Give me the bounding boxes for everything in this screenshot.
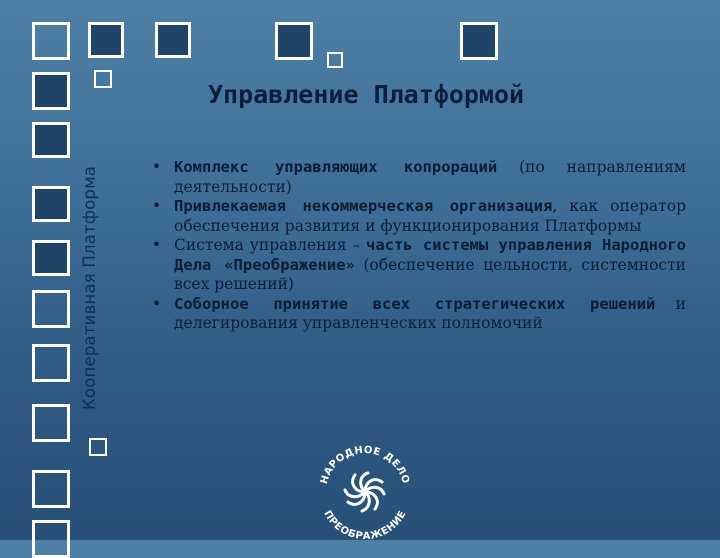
decor-square — [32, 520, 70, 558]
bullet-text: (по направлениям деятельности) — [174, 158, 686, 196]
bullet-mark: • — [152, 197, 162, 215]
decor-square — [275, 22, 313, 60]
bullet-item — [150, 295, 686, 334]
bullet-text-bold: Комплекс управляющих копроpаций — [174, 158, 498, 176]
bullet-item — [150, 236, 686, 295]
vertical-title: Кооперативная Платформа — [80, 165, 99, 410]
bullet-text: (обеспечение цельности, системности всех решений) — [174, 255, 687, 293]
bullet-list — [150, 158, 686, 334]
decor-square — [32, 122, 70, 158]
bullet-mark: • — [152, 158, 162, 176]
decor-square — [32, 470, 70, 508]
decor-square — [32, 240, 70, 276]
bullet-text-bold: Соборное принятие всех стратегических решений — [174, 294, 656, 313]
decor-square — [32, 72, 70, 110]
bullet-text-bold: часть системы управления Народного Дела «Преображение» — [174, 236, 686, 274]
bullet-text: Система управления – — [174, 236, 366, 254]
bullet-mark: • — [152, 294, 162, 313]
bullet-item — [150, 197, 686, 236]
decor-square — [32, 344, 70, 382]
logo-bottom-text: ПРЕОБРАЖЕНИЕ — [321, 508, 409, 540]
decor-square — [32, 290, 70, 328]
bullet-text-bold: Привлекаемая некоммерческая организация — [174, 197, 553, 215]
decor-square — [88, 22, 124, 58]
bullet-item — [150, 158, 686, 197]
svg-text:ПРЕОБРАЖЕНИЕ — [321, 509, 408, 540]
bullet-text: , как оператор обеспечения развития и функционирования Платформы — [174, 197, 686, 235]
bullet-mark: • — [152, 236, 162, 254]
decor-square — [32, 186, 70, 222]
narodnoe-delo-logo — [312, 440, 418, 540]
decor-square — [32, 404, 70, 442]
logo-top-text: НАРОДНОЕ ДЕЛО — [318, 444, 412, 486]
decor-square — [89, 438, 107, 456]
bullet-text: и делегирования управленческих полномочий — [174, 294, 686, 332]
slide-title: Управление Платформой — [208, 80, 525, 109]
decor-square — [32, 22, 70, 60]
decor-square — [460, 22, 498, 60]
decor-square — [155, 22, 191, 58]
decor-square — [327, 52, 343, 68]
svg-text:НАРОДНОЕ ДЕЛО — [319, 445, 411, 486]
